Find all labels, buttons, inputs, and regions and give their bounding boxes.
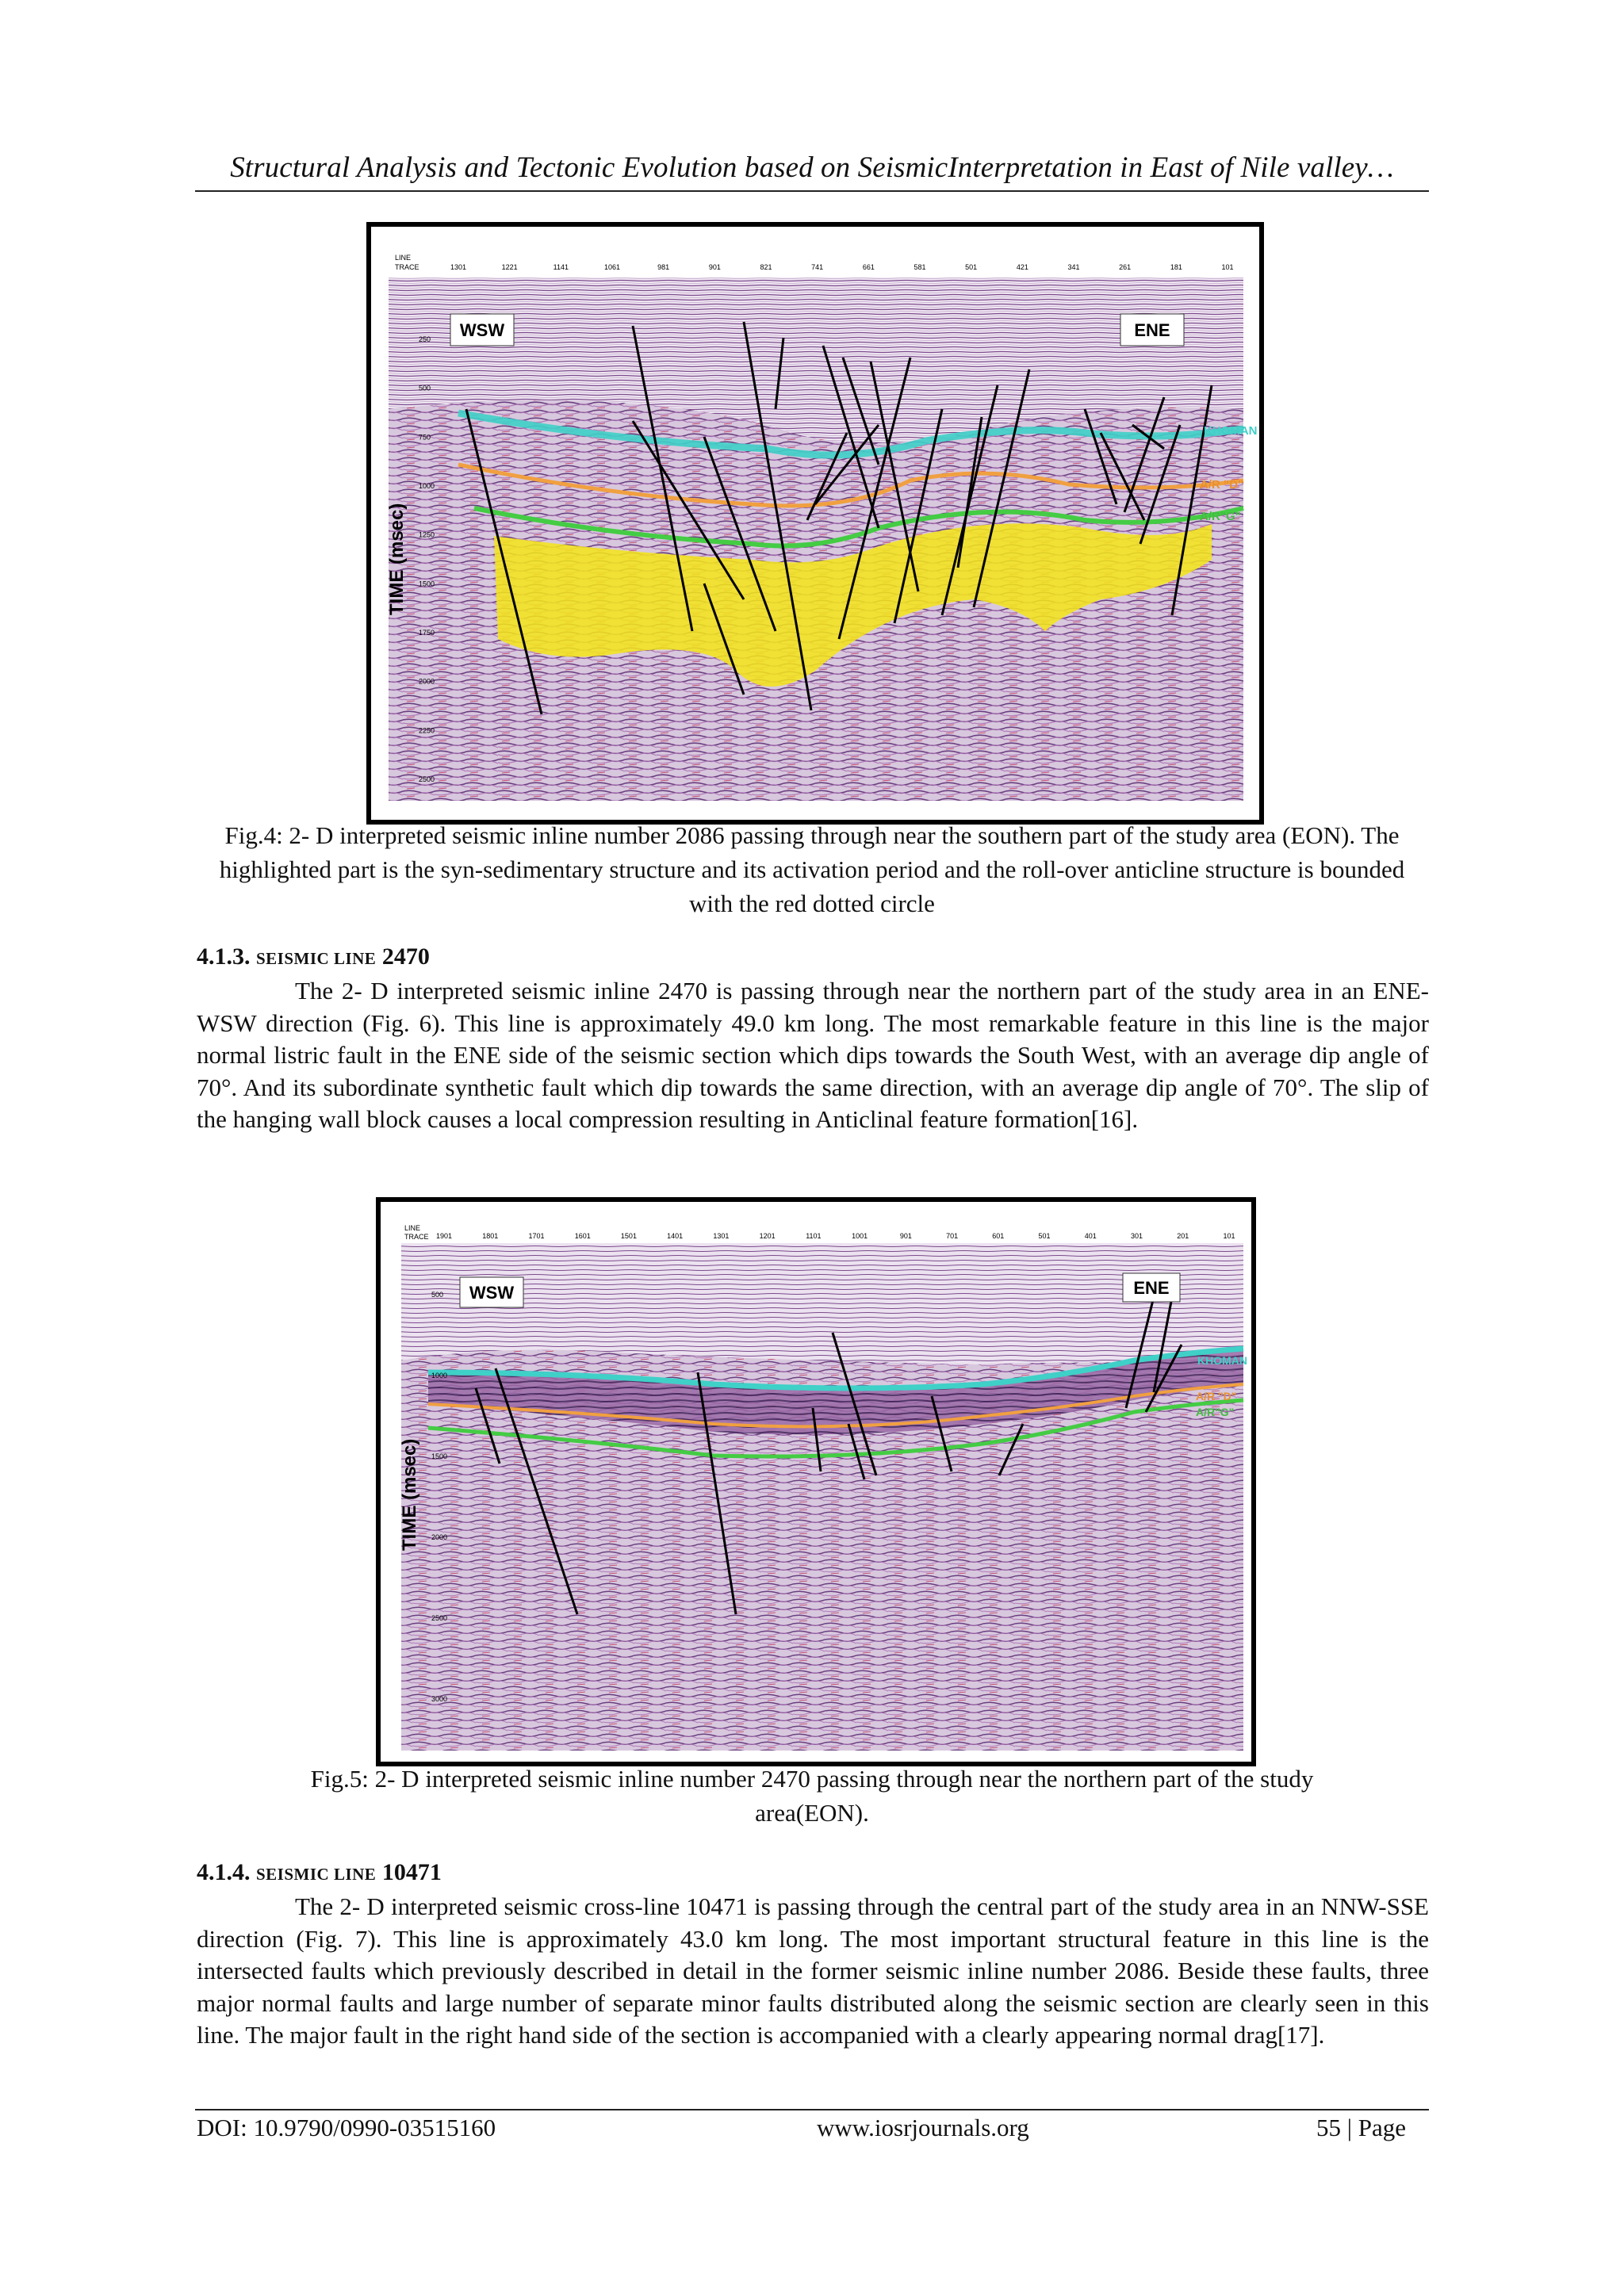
- trace-tick-label: 981: [657, 263, 670, 271]
- time-tick-label: 2500: [419, 775, 435, 783]
- trace-tick-label: 1301: [450, 263, 467, 271]
- trace-tick-label: 741: [811, 263, 824, 271]
- trace-tick-label: 1061: [603, 263, 621, 271]
- y-axis-label: TIME (msec): [386, 503, 408, 615]
- trace-tick-label: 901: [899, 1232, 912, 1240]
- footer-rule: [195, 2109, 1429, 2110]
- line-label: LINE: [404, 1224, 421, 1232]
- trace-tick-label: 1001: [852, 1232, 868, 1240]
- horizon-label-khoman: KHOMAN: [1204, 424, 1258, 438]
- trace-tick-label: 341: [1067, 263, 1080, 271]
- trace-tick-label: 401: [1084, 1232, 1097, 1240]
- time-tick-label: 2000: [431, 1533, 448, 1541]
- trace-tick-label: 1401: [667, 1232, 684, 1240]
- trace-tick-label: 1221: [501, 263, 518, 271]
- section-4-1-3-title: 4.1.3. SEISMIC LINE 2470: [197, 943, 430, 970]
- trace-tick-label: 1701: [528, 1232, 545, 1240]
- time-tick-label: 250: [419, 335, 431, 343]
- y-axis-label: TIME (msec): [399, 1438, 420, 1551]
- horizon-label-ar-d: A/R "D": [1196, 1390, 1237, 1402]
- trace-tick-label: 421: [1016, 263, 1028, 271]
- trace-label: TRACE: [395, 263, 419, 271]
- time-tick-label: 1500: [419, 580, 435, 588]
- trace-tick-label: 101: [1221, 263, 1234, 271]
- wsw-label: WSW: [469, 1283, 515, 1303]
- time-tick-label: 2250: [419, 726, 435, 735]
- figure-5-caption: Fig.5: 2- D interpreted seismic inline number 2470 passing through near the northern part of the study area(EON).: [310, 1765, 1314, 1827]
- line-label: LINE: [395, 254, 412, 262]
- trace-tick-label: 701: [946, 1232, 959, 1240]
- ene-label: ENE: [1133, 1278, 1170, 1298]
- wsw-label: WSW: [459, 320, 505, 340]
- trace-tick-label: 1141: [553, 263, 569, 271]
- section-4-1-4-paragraph: The 2- D interpreted seismic cross-line 10471 is passing through the central part of the study area in an NNW-SSE direction (Fig. 7). This line is approximately 43.0 km long. The most important structural feature in this line is the intersected faults which previously described in detail in the former seismic inline number 2086. Beside these faults, three major normal faults and large number of separate minor faults distributed along the seismic section are clearly seen in this line. The major fault in the right hand side of the section is accompanied with a clearly appearing normal drag[17].: [197, 1892, 1429, 2049]
- time-tick-label: 3000: [431, 1695, 448, 1703]
- trace-tick-label: 1201: [759, 1232, 776, 1240]
- time-tick-label: 1750: [419, 629, 435, 637]
- time-tick-label: 500: [419, 384, 431, 392]
- trace-tick-label: 661: [862, 263, 875, 271]
- time-tick-label: 1250: [419, 530, 435, 539]
- time-tick-label: 2500: [431, 1614, 448, 1622]
- section-4-1-4-title: 4.1.4. SEISMIC LINE 10471: [197, 1859, 442, 1885]
- trace-tick-label: 1601: [574, 1232, 591, 1240]
- horizon-label-ar-d: A/R "D": [1200, 478, 1244, 492]
- trace-tick-label: 201: [1177, 1232, 1189, 1240]
- trace-tick-label: 501: [1038, 1232, 1051, 1240]
- trace-tick-label: 1101: [806, 1232, 822, 1240]
- trace-label: TRACE: [404, 1233, 429, 1241]
- time-tick-label: 2000: [419, 677, 435, 686]
- figure-4-frame: [366, 222, 1264, 825]
- trace-tick-label: 501: [965, 263, 978, 271]
- trace-tick-label: 1801: [482, 1232, 499, 1240]
- trace-tick-label: 601: [992, 1232, 1005, 1240]
- trace-tick-label: 181: [1170, 263, 1182, 271]
- trace-tick-label: 1501: [620, 1232, 637, 1240]
- footer-page: 55 | Page: [1316, 2114, 1406, 2141]
- figure-5-seismic-section: [381, 1202, 1251, 1762]
- footer-doi: DOI: 10.9790/0990-03515160: [197, 2114, 496, 2141]
- figure-4-seismic-section: [371, 227, 1259, 820]
- horizon-label-ar-g: A/R"G": [1200, 510, 1241, 523]
- time-tick-label: 1000: [431, 1372, 448, 1380]
- figure-5-frame: [376, 1197, 1256, 1766]
- time-tick-label: 500: [431, 1291, 444, 1299]
- time-tick-label: 1500: [431, 1452, 448, 1460]
- figure-4-caption: Fig.4: 2- D interpreted seismic inline number 2086 passing through near the southern part of the study area (EON). The highlighted part is the syn-sedimentary structure and its activation period and the roll-over anticline structure is bounded with the red dotted circle: [219, 821, 1405, 917]
- trace-tick-label: 101: [1223, 1232, 1235, 1240]
- trace-tick-label: 581: [914, 263, 926, 271]
- ene-label: ENE: [1134, 320, 1170, 340]
- trace-tick-label: 821: [760, 263, 772, 271]
- running-header: Structural Analysis and Tectonic Evolution based on SeismicInterpretation in East of Nile valley…: [230, 151, 1394, 184]
- footer-site: www.iosrjournals.org: [817, 2114, 1029, 2141]
- header-rule: [195, 190, 1429, 192]
- horizon-label-ar-g: A/R"G": [1196, 1406, 1235, 1418]
- trace-tick-label: 1901: [435, 1232, 453, 1240]
- section-4-1-3-paragraph: The 2- D interpreted seismic inline 2470 is passing through near the northern part of the study area in an ENE-WSW direction (Fig. 6). This line is approximately 49.0 km long. The most remarkable feature in this line is the major normal listric fault in the ENE side of the seismic section which dips towards the South West, with an average dip angle of 70°. And its subordinate synthetic fault which dip towards the same direction, with an average dip angle of 70°. The slip of the hanging wall block causes a local compression resulting in Anticlinal feature formation[16].: [197, 977, 1429, 1133]
- trace-tick-label: 301: [1131, 1232, 1143, 1240]
- time-tick-label: 750: [419, 433, 431, 442]
- trace-tick-label: 261: [1119, 263, 1132, 271]
- trace-tick-label: 1301: [713, 1232, 730, 1240]
- trace-tick-label: 901: [708, 263, 721, 271]
- horizon-label-khoman: KHOMAN: [1197, 1354, 1247, 1367]
- time-tick-label: 1000: [419, 482, 435, 490]
